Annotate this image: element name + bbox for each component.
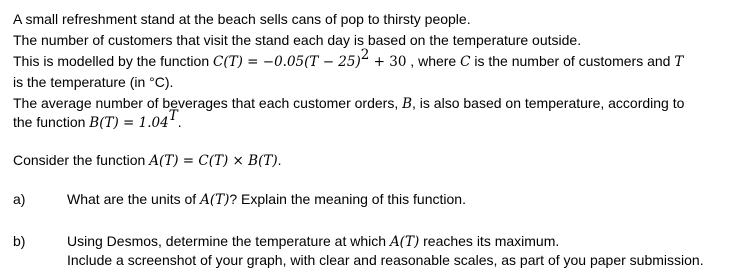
customer-exponent: 2 bbox=[360, 47, 370, 64]
intro-text: is the number of customers and bbox=[470, 53, 675, 69]
intro-text: is the temperature (in °C). bbox=[13, 74, 174, 90]
intro-text: . bbox=[177, 114, 182, 130]
question-text bbox=[67, 232, 559, 251]
intro-line-1 bbox=[13, 10, 471, 28]
variable-c: C bbox=[460, 54, 471, 70]
intro-line-3 bbox=[13, 47, 684, 71]
variable-t: T bbox=[674, 54, 684, 70]
beverage-function: B(T) = 1.04 bbox=[89, 115, 169, 131]
product-function: A(T) = C(T) × B(T) bbox=[149, 153, 278, 169]
intro-text: , where bbox=[406, 53, 461, 69]
intro-line-2 bbox=[13, 31, 581, 49]
intro-line-6 bbox=[13, 108, 182, 132]
question-text-part: ? Explain the meaning of this function. bbox=[229, 191, 466, 207]
question-text-part: reaches its maximum. bbox=[419, 233, 560, 249]
question-function: A(T) bbox=[389, 234, 420, 250]
customer-function-tail: + 30 bbox=[369, 54, 407, 70]
variable-b: B bbox=[402, 96, 413, 112]
consider-text: Consider the function bbox=[13, 152, 150, 168]
question-text-part: What are the units of bbox=[67, 191, 201, 207]
intro-line-5 bbox=[13, 94, 684, 113]
intro-text: This is modelled by the function bbox=[13, 53, 213, 69]
beverage-exponent: T bbox=[168, 108, 178, 125]
consider-line bbox=[13, 151, 282, 170]
intro-text: The number of customers that visit the stand each day is based on the temperature outside. bbox=[13, 32, 582, 48]
question-label: b) bbox=[13, 233, 26, 249]
intro-text: , is also based on temperature, according to bbox=[412, 95, 685, 111]
consider-text: . bbox=[277, 152, 282, 168]
intro-line-4 bbox=[13, 73, 173, 91]
question-text-part: Using Desmos, determine the temperature at which bbox=[67, 233, 390, 249]
intro-text: the function bbox=[13, 114, 90, 130]
question-label: a) bbox=[13, 191, 26, 207]
question-text bbox=[67, 190, 466, 209]
customer-function: C(T) = −0.05(T − 25) bbox=[213, 54, 361, 70]
question-function: A(T) bbox=[200, 192, 230, 208]
question-text-line-2: Include a screenshot of your graph, with clear and reasonable scales, as part of you paper submission. bbox=[67, 252, 704, 268]
intro-text: A small refreshment stand at the beach sells cans of pop to thirsty people. bbox=[13, 11, 471, 27]
intro-text: The average number of beverages that each customer orders, bbox=[13, 95, 403, 111]
